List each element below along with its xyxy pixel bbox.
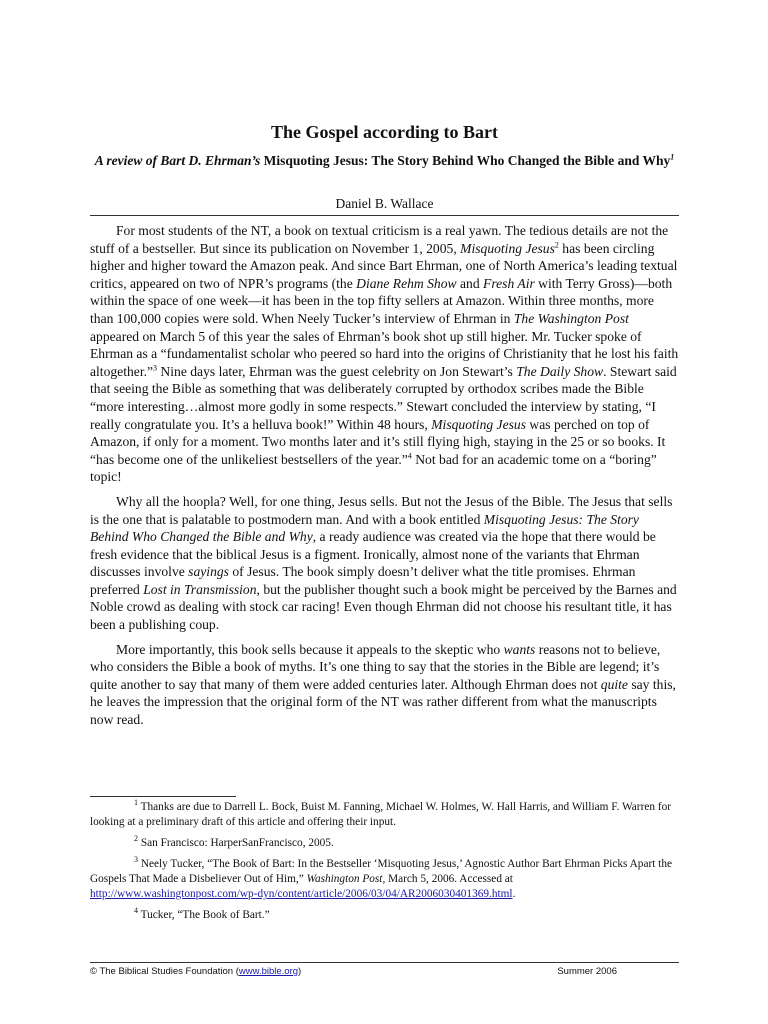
text-run: with Terry Gross)—both within the space of one week—it has been in the top fifty sellers at Amazon. Within three months, more than 100,000 copies were sold. When Neely Tucker’s interview of Ehrman in (90, 275, 673, 326)
footnote-divider (90, 796, 236, 797)
paragraph-1 (90, 222, 679, 486)
text-run: say this, he leaves the impression that the original form of the NT was rather different from what the manuscripts now read. (90, 676, 676, 728)
italic-run: Misquoting Jesus (431, 416, 527, 432)
footer-date: Summer 2006 (557, 966, 617, 977)
italic-run: quite (600, 676, 628, 692)
footer-text: © The Biblical Studies Foundation ( (90, 966, 239, 977)
italic-run: wants (503, 641, 536, 657)
footer-text: ) (298, 966, 302, 977)
footer-copyright (90, 966, 301, 977)
title-divider (90, 215, 679, 216)
footnote-number: 3 (134, 855, 138, 865)
text-run: , a ready audience was created via the hope that there would be fresh evidence that the biblical Jesus is a figment. Ironically, almost none of the variants that Ehrman discusses involve (90, 529, 656, 580)
text-run: . Stewart said that seeing the Bible as something that was deliberately corrupted by orthodox scribes made the Bible “more interesting…almost more godly in some respects.” Stewart concluded the interview by stating, “I really congratulate you. It’s a helluva book!” Within 48 hours, (90, 363, 677, 432)
footnote-ref-4[interactable]: 4 (407, 451, 412, 461)
footer-divider (90, 962, 679, 963)
text-run: of Jesus. The book simply doesn’t deliver what the title promises. Ehrman preferred (90, 564, 636, 597)
subtitle-prefix: A review of Bart D. Ehrman’s (94, 153, 261, 168)
article-subtitle (90, 152, 679, 170)
footnote-number: 2 (134, 834, 138, 844)
text-run: , but the publisher thought such a book might be perceived by the Barnes and Noble crowd as dealing with stock car racing! Even though Ehrman did not choose his resultant title, it has been a publishing coup. (90, 581, 677, 633)
footnote-3 (90, 857, 679, 902)
text-run: reasons not to believe, who considers the Bible a book of myths. It’s one thing to say that the stories in the Bible are legend; it’s quite another to say that many of them were added centuries later. Although Ehrman does not (90, 641, 661, 692)
italic-run: Fresh Air (483, 275, 535, 291)
footnote-text: , March 5, 2006. Accessed at (382, 873, 513, 885)
footnote-text: San Francisco: HarperSanFrancisco, 2005. (138, 837, 334, 849)
paragraph-2 (90, 493, 679, 634)
italic-run: Diane Rehm Show (356, 275, 457, 291)
author-name: Daniel B. Wallace (335, 196, 434, 211)
footnote-4 (90, 908, 679, 923)
italic-run: The Washington Post (513, 310, 629, 326)
paragraph-3 (90, 641, 679, 729)
footnote-ref-3[interactable]: 3 (153, 363, 158, 373)
text-run: Nine days later, Ehrman was the guest celebrity on Jon Stewart’s (157, 363, 517, 379)
footnote-text: . (512, 888, 516, 900)
footnotes (90, 800, 679, 929)
text-run: Why all the hoopla? Well, for one thing, Jesus sells. But not the Jesus of the Bible. The Jesus that sells is the one that is palatable to postmodern man. And with a book entitled (90, 493, 673, 527)
italic-run: sayings (188, 564, 229, 580)
italic-run: Misquoting Jesus: The Story Behind Who Changed the Bible and Why (90, 511, 639, 545)
text-run: Not bad for an academic tome on a “boring” topic! (90, 451, 657, 485)
text-run: has been circling higher and higher toward the Amazon peak. And since Bart Ehrman, one of North America’s leading textual critics, appeared on two of NPR’s programs (the (90, 240, 678, 291)
footnote-1 (90, 800, 679, 830)
footnote-text: Neely Tucker, “The Book of Bart: In the Bestseller ‘Misquoting Jesus,’ Agnostic Author Bart Ehrman Picks Apart the Gospels That Made a Disbeliever Out of Him,” (90, 858, 672, 885)
italic-run: Misquoting Jesus (460, 240, 555, 256)
bible-org-link[interactable]: www.bible.org (238, 966, 299, 977)
article-title: The Gospel according to Bart (271, 122, 498, 142)
article-body (90, 222, 679, 736)
washington-post-link[interactable]: http://www.washingtonpost.com/wp-dyn/content/article/2006/03/04/AR2006030401369.html (90, 888, 513, 900)
italic-run: Lost in Transmission (143, 581, 257, 597)
footnote-text: Thanks are due to Darrell L. Bock, Buist M. Fanning, Michael W. Holmes, W. Hall Harris, and William F. Warren for looking at a preliminary draft of this article and offering their input. (90, 801, 671, 828)
italic-run: The Daily Show (516, 363, 604, 379)
text-run: More importantly, this book sells because it appeals to the skeptic who (116, 641, 504, 657)
footnote-number: 1 (134, 798, 138, 808)
text-run: For most students of the NT, a book on textual criticism is a real yawn. The tedious details are not the stuff of a bestseller. But since its publication on November 1, 2005, (90, 223, 669, 256)
footnote-text: Tucker, “The Book of Bart.” (138, 909, 270, 921)
text-run: was perched on top of Amazon, if only for a moment. Two months later and it’s still flying high, staying in the 25 or so books. It “has become one of the unlikeliest bestsellers of the year.” (90, 416, 666, 467)
text-run: appeared on March 5 of this year the sales of Ehrman’s book shot up still higher. Mr. Tucker spoke of Ehrman as a “fundamentalist scholar who peered so hard into the origins of Christianity that he lost his faith altogether.” (90, 328, 679, 379)
footnote-number: 4 (134, 906, 138, 916)
text-run: and (456, 275, 484, 291)
footnote-2 (90, 836, 679, 851)
footnote-ref-1[interactable]: 1 (670, 152, 675, 162)
footnote-ref-2[interactable]: 2 (554, 240, 559, 250)
subtitle-book-title: Misquoting Jesus: The Story Behind Who Changed the Bible and Why (263, 153, 671, 168)
italic-run: Washington Post (306, 873, 383, 885)
